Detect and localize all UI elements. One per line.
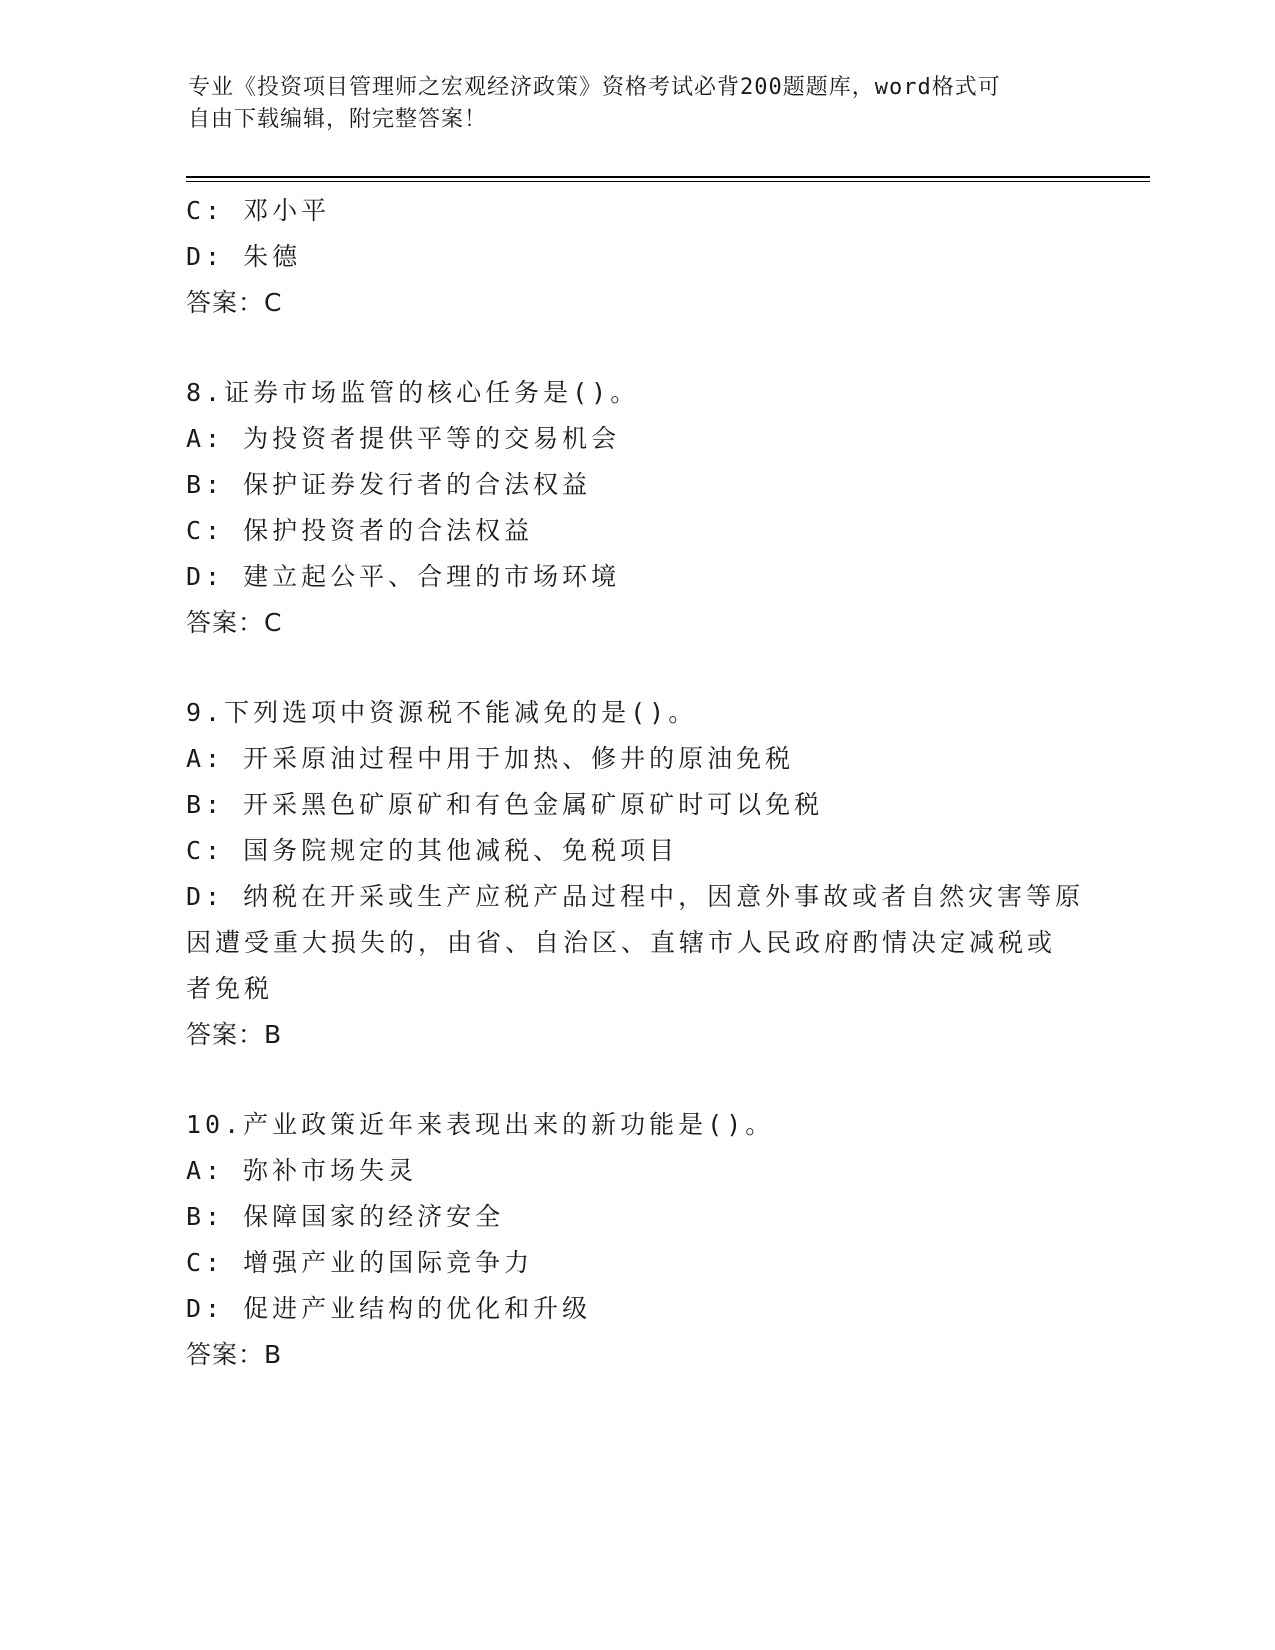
option-d: D: 朱德 [186,242,302,271]
option-d-line-1: D: 纳税在开采或生产应税产品过程中，因意外事故或者自然灾害等原 [186,882,1085,911]
question-list [186,188,1086,1378]
option-b: B: 保护证券发行者的合法权益 [186,470,592,499]
question-8 [186,370,1086,646]
option-b: B: 保障国家的经济安全 [186,1202,505,1231]
option-b: B: 开采黑色矿原矿和有色金属矿原矿时可以免税 [186,790,824,819]
option-a: A: 为投资者提供平等的交易机会 [186,424,621,453]
option-d-line-2: 因遭受重大损失的，由省、自治区、直辖市人民政府酌情决定减税或 [186,928,1057,957]
question-stem: 9.下列选项中资源税不能减免的是()。 [186,698,698,727]
option-c: C: 邓小平 [186,196,331,225]
answer: 答案：C [186,608,283,637]
spacer [186,1058,1086,1102]
option-a: A: 弥补市场失灵 [186,1156,418,1185]
spacer [186,646,1086,690]
spacer [186,326,1086,370]
option-d: D: 建立起公平、合理的市场环境 [186,562,621,591]
option-d-line-3: 者免税 [186,974,274,1003]
question-7-continued [186,188,1086,326]
document-header [188,72,1088,136]
question-stem: 8.证券市场监管的核心任务是()。 [186,378,640,407]
header-line-1: 专业《投资项目管理师之宏观经济政策》资格考试必背200题题库，word格式可 [188,75,1001,100]
header-divider-thick [186,176,1150,178]
option-c: C: 增强产业的国际竞争力 [186,1248,534,1277]
option-c: C: 国务院规定的其他减税、免税项目 [186,836,679,865]
header-divider-thin [186,181,1150,182]
option-d: D: 促进产业结构的优化和升级 [186,1294,592,1323]
question-10 [186,1102,1086,1378]
option-c: C: 保护投资者的合法权益 [186,516,534,545]
question-stem: 10.产业政策近年来表现出来的新功能是()。 [186,1110,775,1139]
answer: 答案：B [186,1340,283,1369]
header-line-2: 自由下载编辑，附完整答案！ [188,107,488,132]
question-9 [186,690,1086,1058]
option-d [186,874,1086,1012]
option-a: A: 开采原油过程中用于加热、修井的原油免税 [186,744,795,773]
answer: 答案：B [186,1020,283,1049]
answer: 答案：C [186,288,283,317]
